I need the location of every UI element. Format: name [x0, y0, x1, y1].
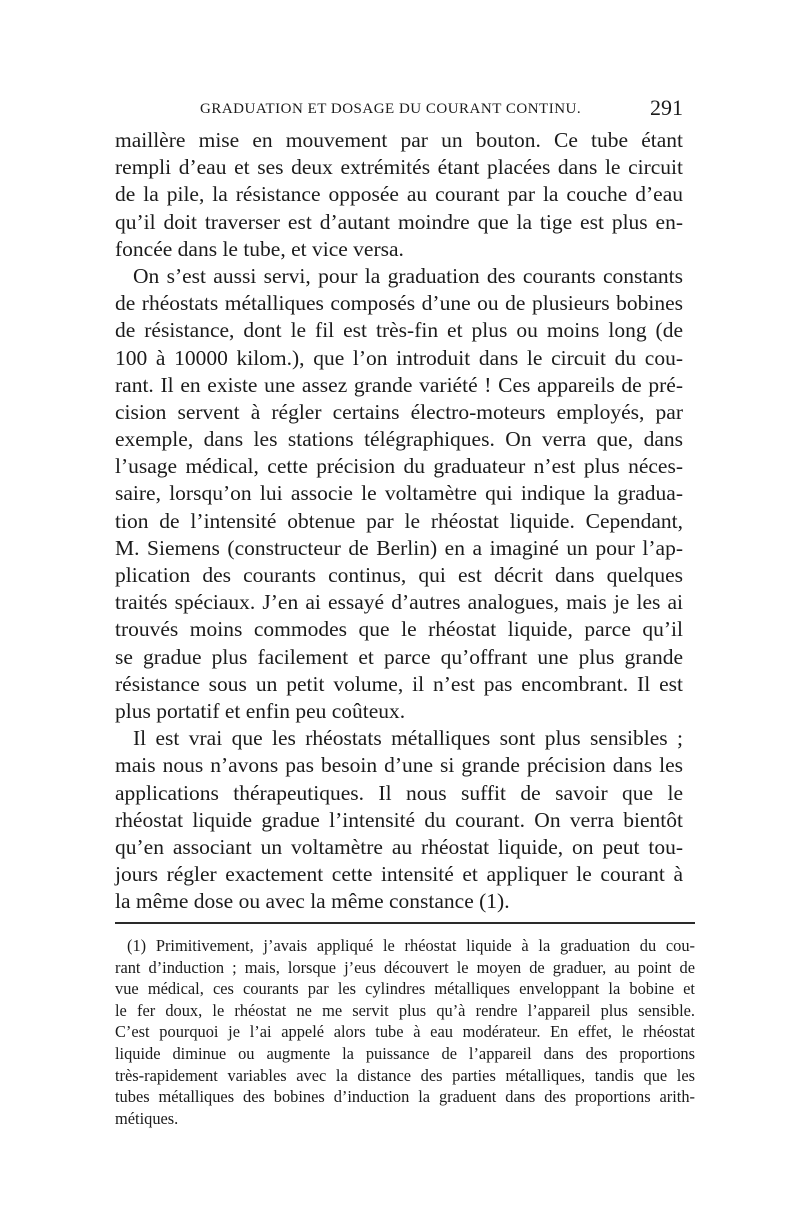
text-line: Il est vrai que les rhéostats métalliques sont plus sensibles ;: [133, 726, 683, 751]
text-line: rhéostat liquide gradue l’intensité du courant. On verra bientôt: [115, 807, 683, 832]
footnote: [115, 935, 695, 1129]
footnote-line: rant d’induction ; mais, lorsque j’eus découvert le moyen de graduer, au point de: [115, 957, 695, 977]
body-text: [115, 127, 683, 915]
footnote-divider: [115, 922, 695, 924]
footnote-line: le fer doux, le rhéostat ne me servit plus qu’à rendre l’appareil plus sensible.: [115, 1000, 695, 1020]
text-line: On s’est aussi servi, pour la graduation des courants constants: [133, 263, 683, 288]
text-line: maillère mise en mouvement par un bouton. Ce tube étant: [115, 128, 683, 152]
text-line: se gradue plus facilement et parce qu’offrant une plus grande: [115, 644, 683, 669]
text-line: exemple, dans les stations télégraphiques. On verra que, dans: [115, 427, 683, 452]
text-line: de rhéostats métalliques composés d’une ou de plusieurs bobines: [115, 291, 683, 316]
text-line: rant. Il en existe une assez grande variété ! Ces appareils de pré-: [115, 372, 683, 397]
running-head: [115, 95, 683, 125]
text-line: jours régler exactement cette intensité et appliquer le courant à: [115, 862, 683, 887]
text-line: cision servent à régler certains électro-moteurs employés, par: [115, 399, 683, 424]
text-line: foncée dans le tube, et vice versa.: [115, 236, 404, 261]
text-line: résistance sous un petit volume, il n’est pas encombrant. Il est: [115, 671, 683, 696]
footnote-line: liquide diminue ou augmente la puissance de l’appareil dans des proportions: [115, 1043, 695, 1063]
running-title: GRADUATION ET DOSAGE DU COURANT CONTINU.: [200, 101, 582, 117]
footnote-line: très-rapidement variables avec la distance des parties métalliques, tandis que les: [115, 1065, 695, 1085]
footnote-line: (1) Primitivement, j’avais appliqué le rhéostat liquide à la graduation du cou-: [127, 936, 695, 955]
text-line: M. Siemens (constructeur de Berlin) en a imaginé un pour l’ap-: [115, 535, 683, 560]
footnote-line: vue médical, ces courants par les cylindres métalliques enveloppant la bobine et: [115, 979, 695, 999]
text-line: qu’en associant un voltamètre au rhéostat liquide, on peut tou-: [115, 834, 683, 859]
footnote-line: C’est pourquoi je l’ai appelé alors tube à eau modérateur. En effet, le rhéostat: [115, 1022, 695, 1042]
text-line: saire, lorsqu’on lui associe le voltamètre qui indique la gradua-: [115, 481, 683, 506]
footnote-line: tubes métalliques des bobines d’induction la graduent dans des proportions arith-: [115, 1087, 695, 1107]
text-line: de résistance, dont le fil est très-fin et plus ou moins long (de: [115, 318, 683, 343]
footnote-line: métiques.: [115, 1108, 179, 1128]
page-number: 291: [650, 95, 683, 120]
text-line: tion de l’intensité obtenue par le rhéostat liquide. Cependant,: [115, 508, 683, 533]
text-line: trouvés moins commodes que le rhéostat liquide, parce qu’il: [115, 617, 683, 642]
text-line: rempli d’eau et ses deux extrémités étant placées dans le circuit: [115, 155, 683, 180]
text-line: applications thérapeutiques. Il nous suffit de savoir que le: [115, 780, 683, 805]
text-line: plus portatif et enfin peu coûteux.: [115, 698, 406, 723]
text-line: 100 à 10000 kilom.), que l’on introduit dans le circuit du cou-: [115, 345, 683, 370]
text-line: la même dose ou avec la même constance (1).: [115, 889, 510, 914]
text-line: mais nous n’avons pas besoin d’une si grande précision dans les: [115, 753, 683, 778]
text-line: plication des courants continus, qui est décrit dans quelques: [115, 563, 683, 587]
text-line: qu’il doit traverser est d’autant moindre que la tige est plus en-: [115, 209, 683, 234]
text-line: traités spéciaux. J’en ai essayé d’autres analogues, mais je les ai: [115, 590, 683, 615]
text-line: l’usage médical, cette précision du graduateur n’est plus néces-: [115, 454, 683, 479]
text-line: de la pile, la résistance opposée au courant par la couche d’eau: [115, 182, 683, 207]
